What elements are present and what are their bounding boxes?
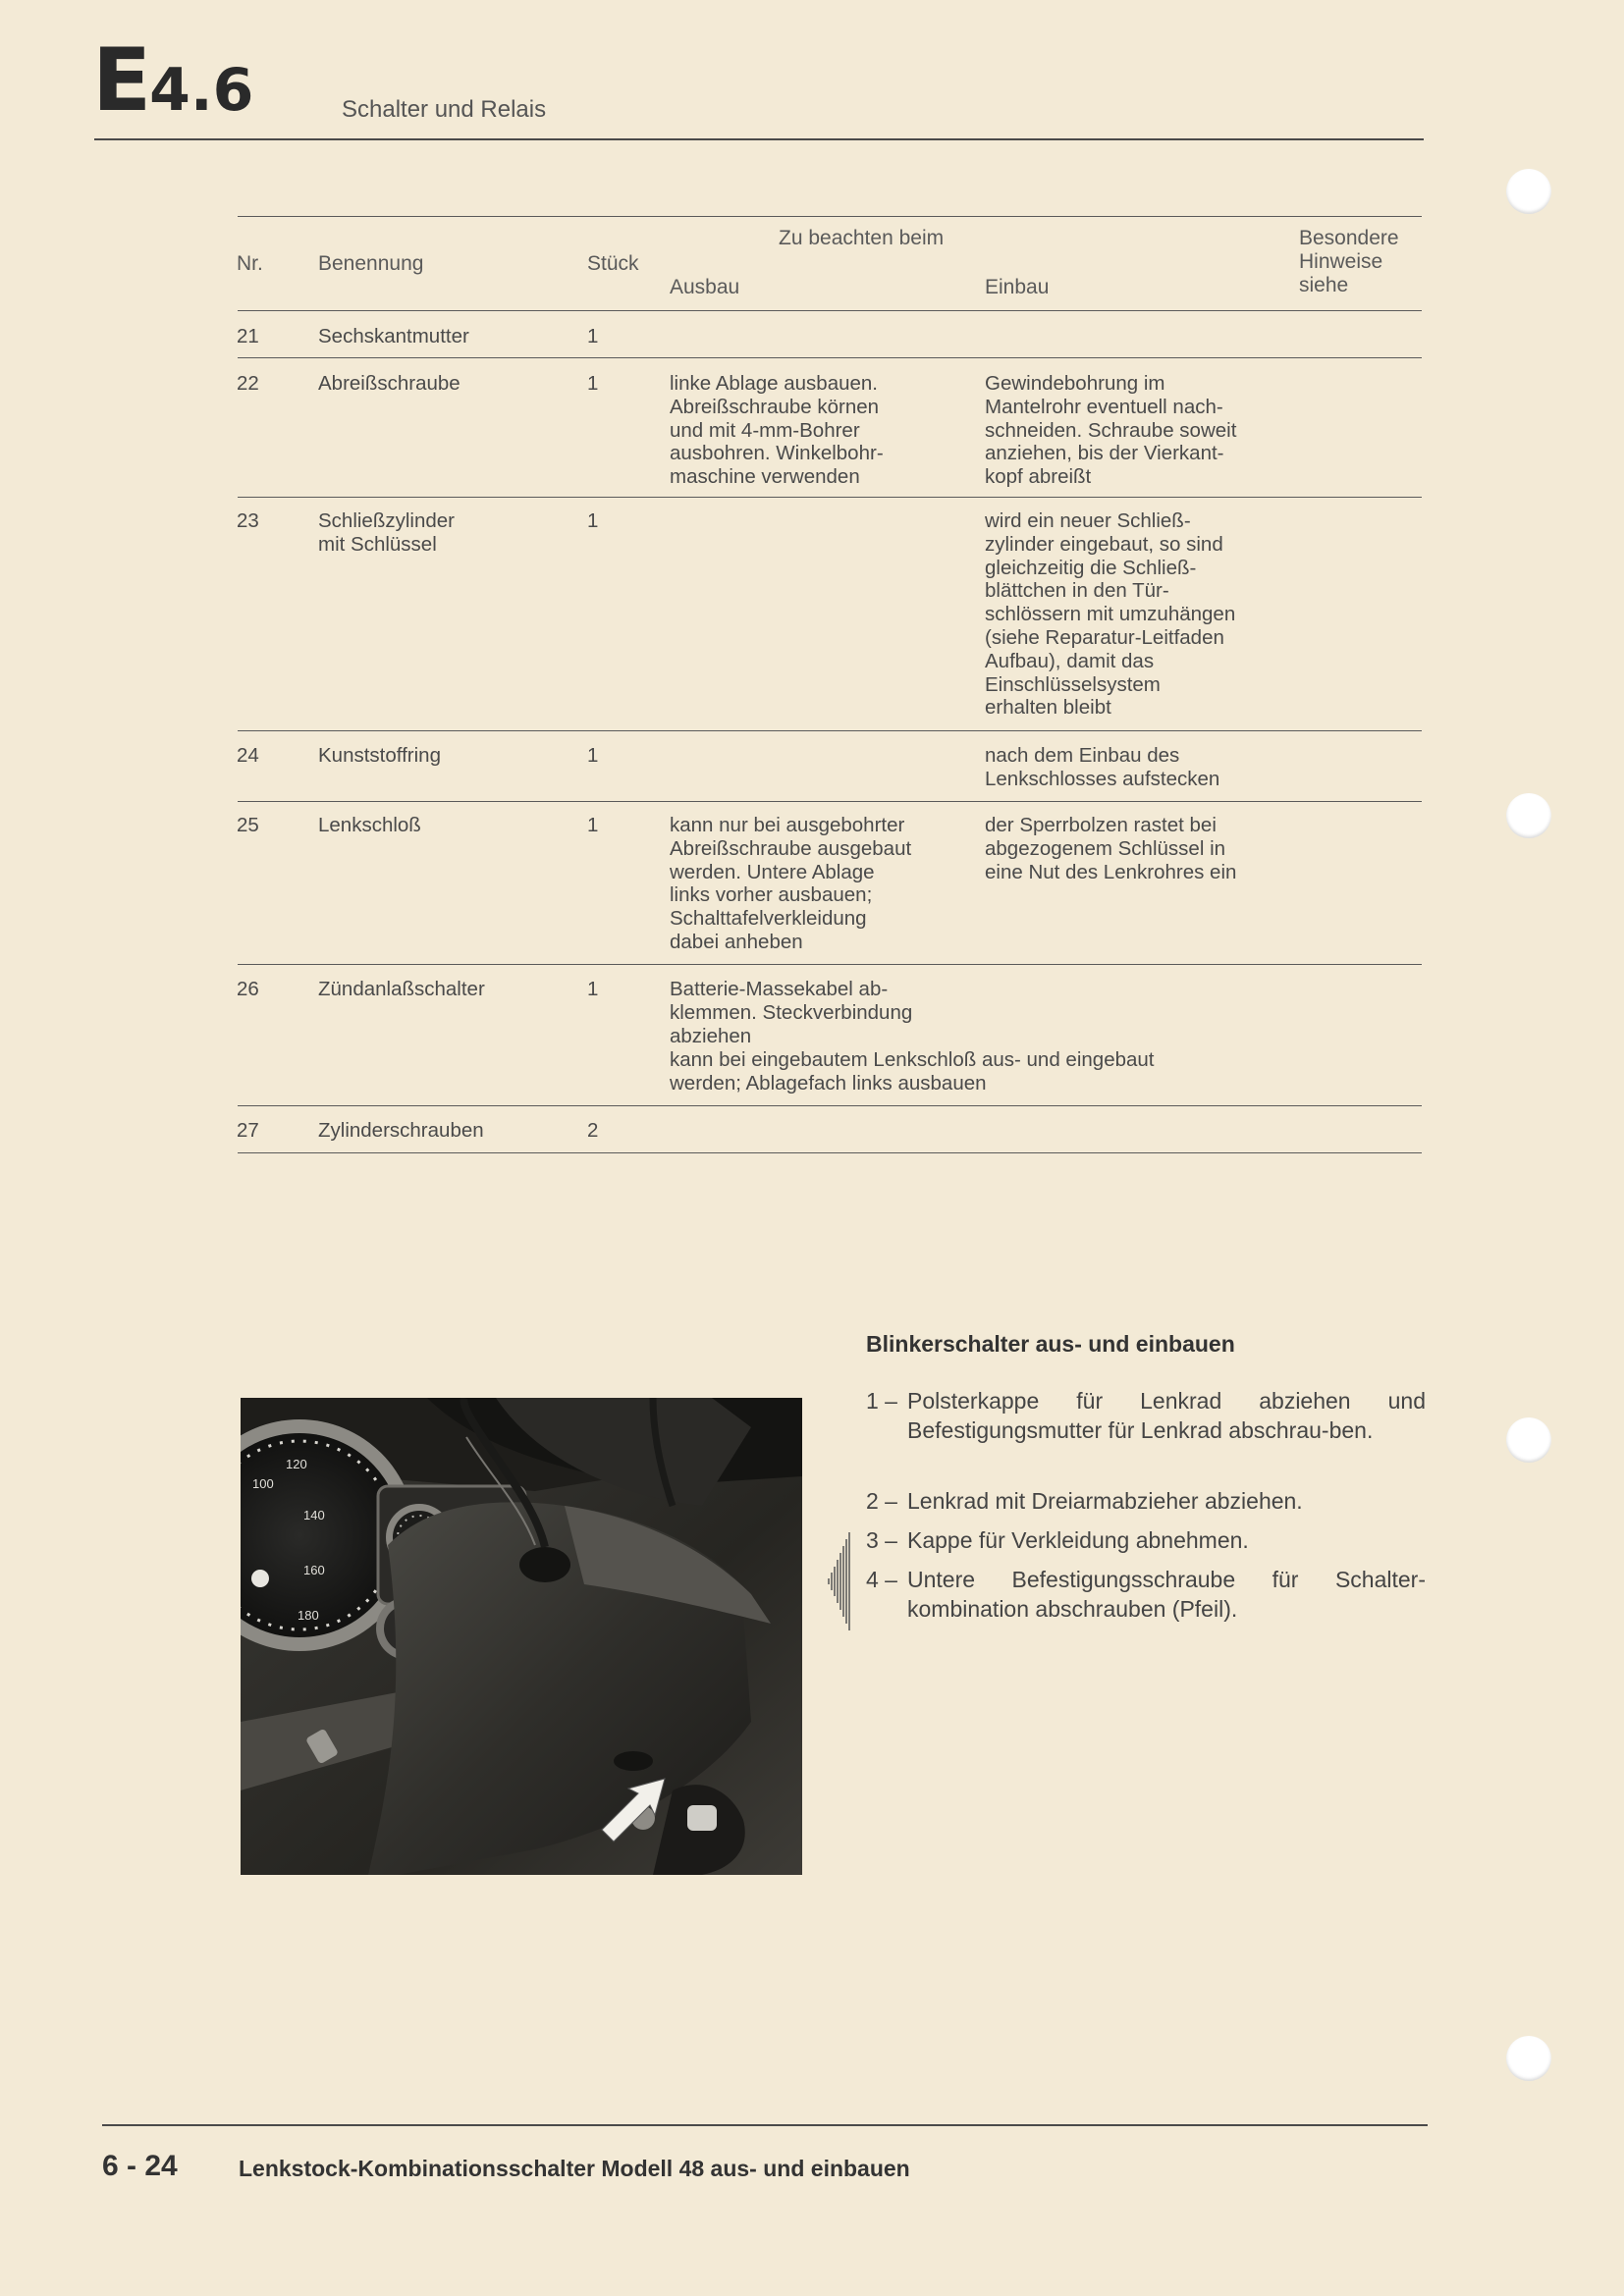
row-25-ausbau: kann nur bei ausgebohrter Abreißschraube ausgebaut werden. Untere Ablage links vorher ausbauen; Schalttafelverkleidung dabei anheben: [670, 814, 912, 953]
section-title: Schalter und Relais: [342, 96, 547, 123]
row-26-nr: 26: [237, 978, 259, 1000]
punch-hole: [1506, 793, 1551, 838]
row-24-qty: 1: [587, 744, 599, 767]
step-3-number: 3 –: [866, 1527, 897, 1553]
row-23-qty: 1: [587, 509, 599, 532]
row-25-qty: 1: [587, 814, 599, 836]
steering-column-photo: [241, 1398, 802, 1875]
row-26-qty: 1: [587, 978, 599, 1000]
gauge-label: 160: [303, 1563, 325, 1577]
step-2: [866, 1486, 1426, 1516]
col-header-nr: Nr.: [237, 252, 263, 275]
row-26-ausbau: Batterie-Massekabel ab- klemmen. Steckverbindung abziehen: [670, 978, 913, 1047]
step-1-text: Polsterkappe für Lenkrad abziehen und Befestigungsmutter für Lenkrad abschrau-ben.: [907, 1388, 1426, 1443]
row-21-name: Sechskantmutter: [318, 325, 469, 347]
punch-hole: [1506, 169, 1551, 214]
step-3: [866, 1525, 1426, 1555]
row-22-nr: 22: [237, 372, 259, 395]
row-25-einbau: der Sperrbolzen rastet bei abgezogenem Schlüssel in eine Nut des Lenkrohres ein: [985, 814, 1237, 883]
section-code-number: 4.6: [149, 56, 254, 125]
footer-title: Lenkstock-Kombinationsschalter Modell 48 aus- und einbauen: [239, 2156, 910, 2181]
gauge-label: 120: [286, 1457, 307, 1471]
row-25-name: Lenkschloß: [318, 814, 421, 836]
row-22-ausbau: linke Ablage ausbauen. Abreißschraube körnen und mit 4-mm-Bohrer ausbohren. Winkelbohr- maschine verwenden: [670, 372, 884, 489]
row-22-qty: 1: [587, 372, 599, 395]
step-4-text: Untere Befestigungsschraube für Schalter-kombination abschrauben (Pfeil).: [907, 1567, 1426, 1622]
row-27-qty: 2: [587, 1119, 599, 1142]
pointer-arrow-icon: [823, 1527, 852, 1635]
row-26-name: Zündanlaßschalter: [318, 978, 485, 1000]
row-22-einbau: Gewindebohrung im Mantelrohr eventuell nach- schneiden. Schraube soweit anziehen, bis der Vierkant- kopf abreißt: [985, 372, 1237, 489]
col-header-ausbau: Ausbau: [670, 276, 740, 298]
step-4-number: 4 –: [866, 1567, 897, 1592]
row-divider: [238, 1105, 1422, 1106]
row-22-name: Abreißschraube: [318, 372, 460, 395]
row-27-nr: 27: [237, 1119, 259, 1142]
footer-rule: [102, 2124, 1428, 2126]
col-header-einbau: Einbau: [985, 276, 1050, 298]
page-number: 6 - 24: [102, 2150, 178, 2182]
step-3-text: Kappe für Verkleidung abnehmen.: [907, 1527, 1249, 1553]
row-25-nr: 25: [237, 814, 259, 836]
step-4: [866, 1565, 1426, 1626]
row-26-note: kann bei eingebautem Lenkschloß aus- und eingebaut werden; Ablagefach links ausbauen: [670, 1048, 1155, 1095]
row-divider: [238, 357, 1422, 358]
row-21-qty: 1: [587, 325, 599, 347]
row-27-name: Zylinderschrauben: [318, 1119, 484, 1142]
row-24-name: Kunststoffring: [318, 744, 441, 767]
table-header-rule: [238, 310, 1422, 311]
section-heading: Blinkerschalter aus- und einbauen: [866, 1331, 1235, 1357]
punch-hole: [1506, 1417, 1551, 1463]
row-divider: [238, 964, 1422, 965]
row-21-nr: 21: [237, 325, 259, 347]
col-header-besondere: Besondere Hinweise siehe: [1299, 227, 1399, 296]
punch-hole: [1506, 2036, 1551, 2081]
row-divider: [238, 801, 1422, 802]
row-divider: [238, 497, 1422, 498]
row-divider: [238, 730, 1422, 731]
gauge-label: 100: [252, 1476, 274, 1491]
gauge-label: 140: [303, 1508, 325, 1522]
step-1: [866, 1386, 1426, 1476]
col-header-benennung: Benennung: [318, 252, 424, 275]
section-code-letter: E: [92, 29, 150, 131]
step-2-text: Lenkrad mit Dreiarmabzieher abziehen.: [907, 1488, 1303, 1514]
step-2-number: 2 –: [866, 1488, 897, 1514]
header-rule: [94, 138, 1424, 140]
row-23-name: Schließzylinder mit Schlüssel: [318, 509, 455, 556]
step-1-number: 1 –: [866, 1388, 897, 1414]
row-24-nr: 24: [237, 744, 259, 767]
row-23-nr: 23: [237, 509, 259, 532]
section-code: [92, 29, 254, 131]
gauge-label: 180: [298, 1608, 319, 1623]
table-bottom-rule: [238, 1152, 1422, 1153]
col-header-stueck: Stück: [587, 252, 639, 275]
row-24-einbau: nach dem Einbau des Lenkschlosses aufstecken: [985, 744, 1220, 790]
col-header-zu-beachten: Zu beachten beim: [779, 227, 945, 249]
table-top-rule: [238, 216, 1422, 217]
row-23-einbau: wird ein neuer Schließ- zylinder eingebaut, so sind gleichzeitig die Schließ- blättchen in den Tür- schlössern mit umzuhängen (siehe Reparatur-Leitfaden Aufbau), damit das Einschlüsselsystem erhalten bleibt: [985, 509, 1236, 720]
